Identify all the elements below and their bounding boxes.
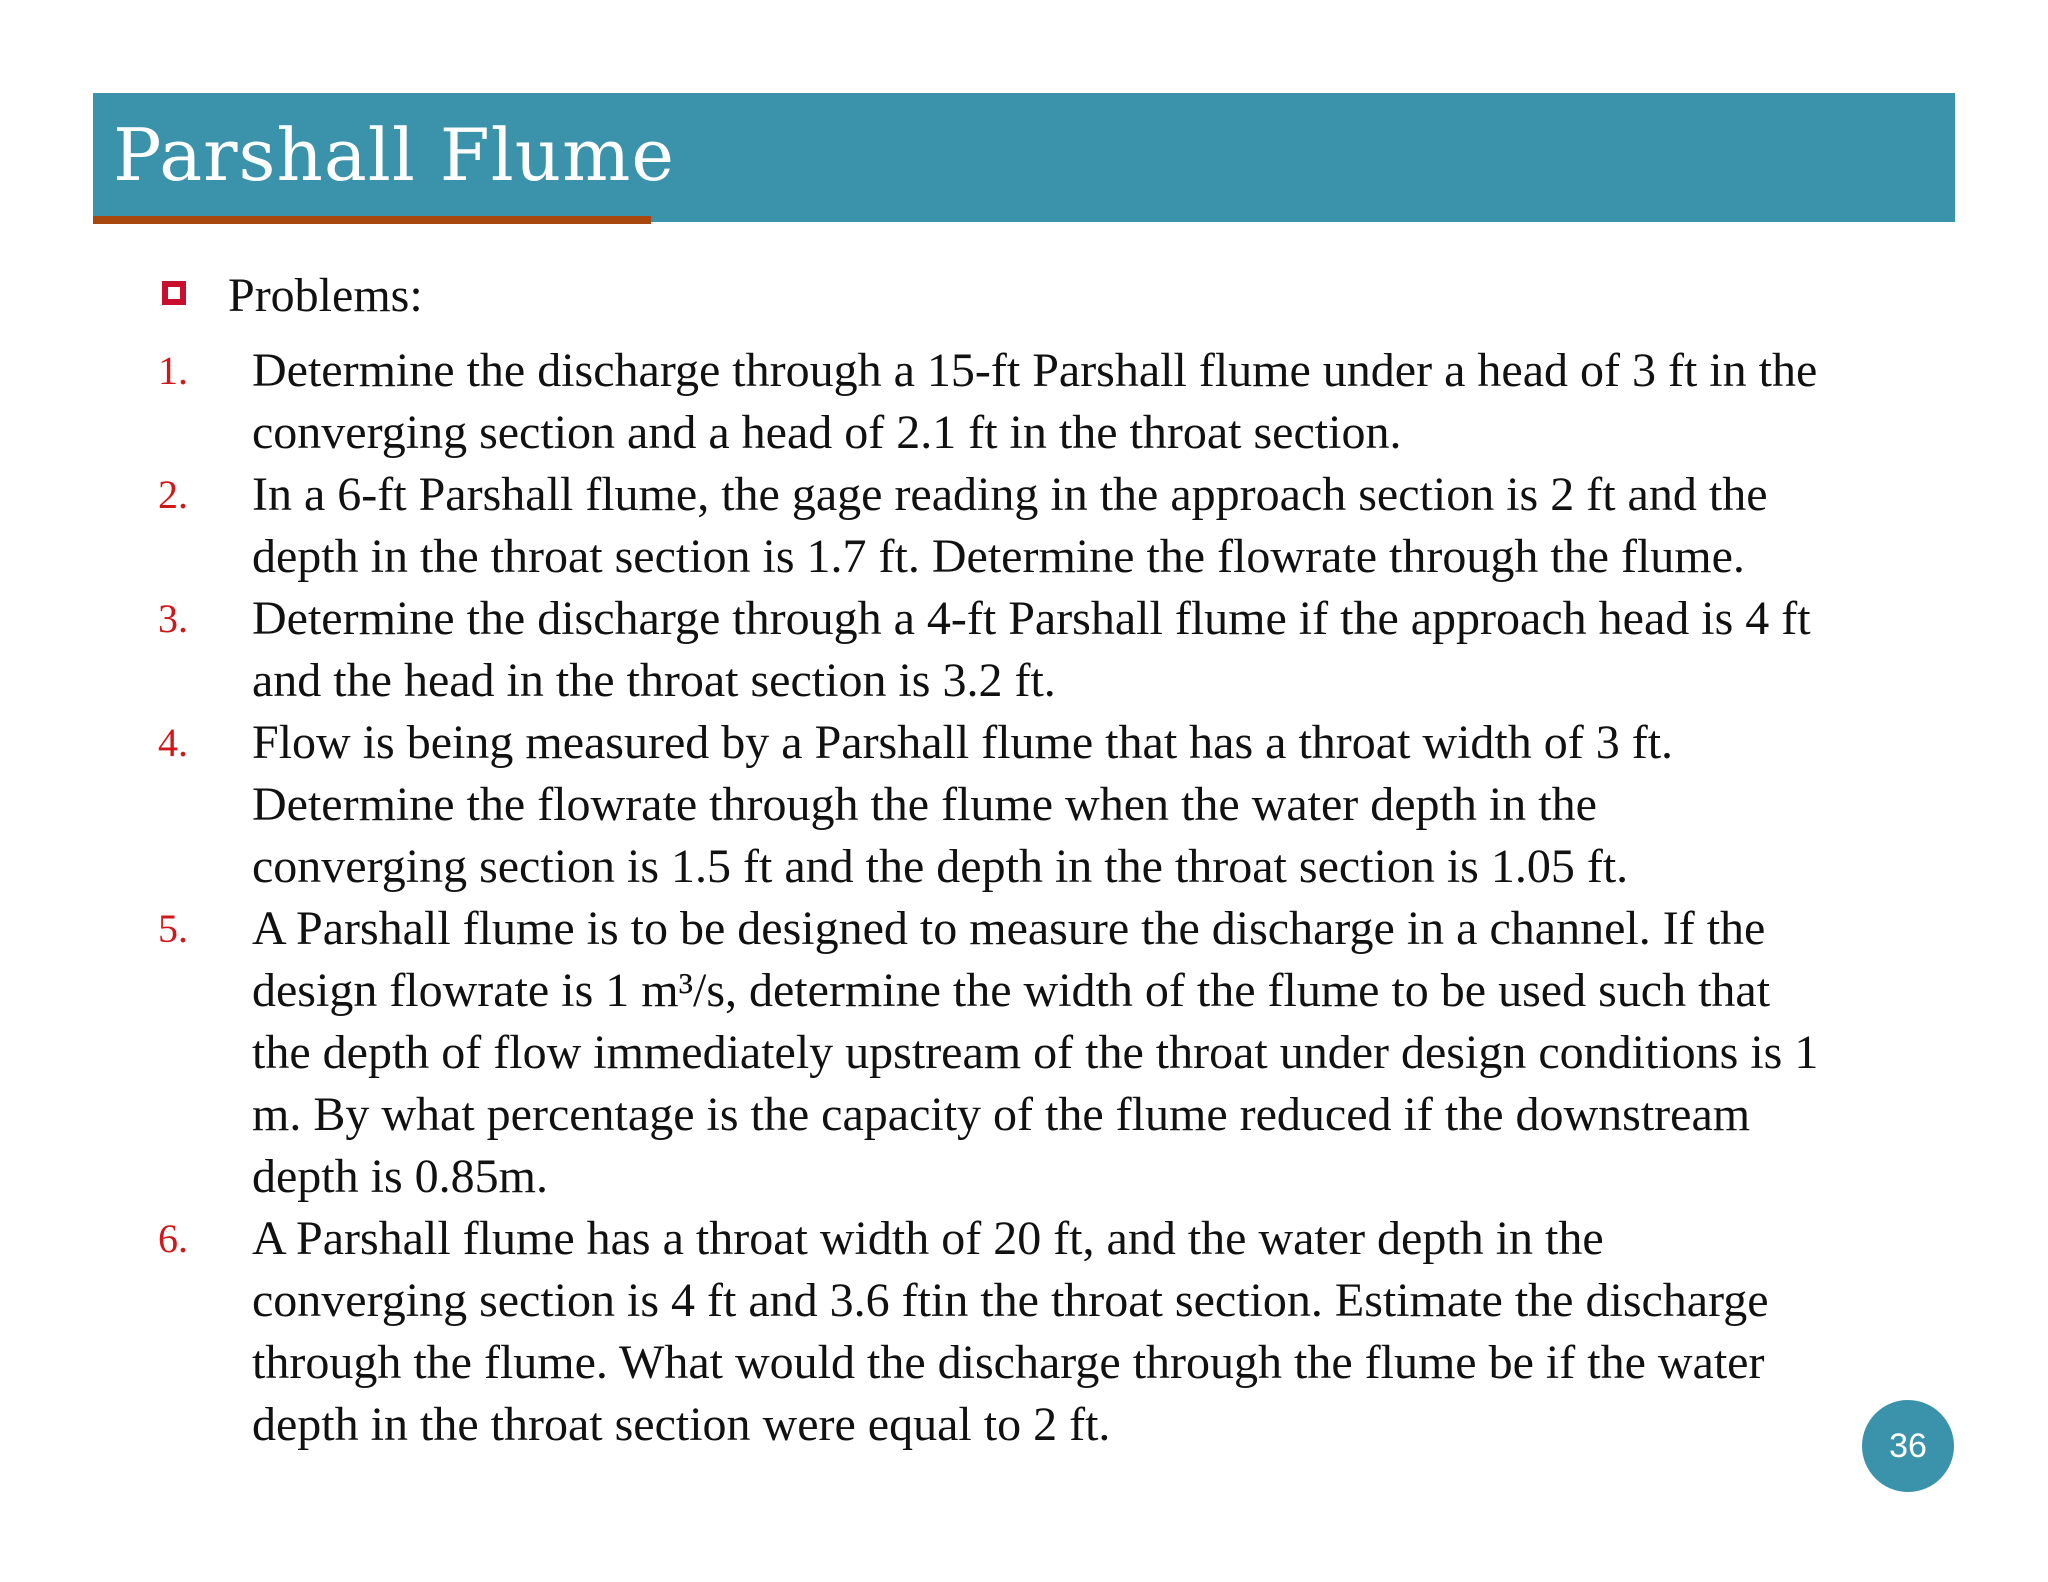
- problem-number: 5.: [158, 906, 188, 951]
- page-number-badge: 36: [1862, 1400, 1954, 1492]
- problem-line: A Parshall flume is to be designed to measure the discharge in a channel. If the: [252, 902, 1766, 955]
- problem-number: 1.: [158, 348, 188, 393]
- problem-text: [252, 898, 1952, 1208]
- problems-heading-text: Problems:: [228, 269, 423, 322]
- problem-text: [252, 464, 1952, 588]
- problem-line: and the head in the throat section is 3.2 ft.: [252, 654, 1056, 707]
- problem-line: m. By what percentage is the capacity of the flume reduced if the downstream: [252, 1088, 1751, 1141]
- problem-line: converging section is 1.5 ft and the depth in the throat section is 1.05 ft.: [252, 840, 1629, 893]
- problem-number: 2.: [158, 472, 188, 517]
- problem-text: [252, 1208, 1952, 1456]
- problem-text: [252, 588, 1952, 712]
- problem-line: In a 6-ft Parshall flume, the gage reading in the approach section is 2 ft and the: [252, 468, 1768, 521]
- problem-number: 3.: [158, 596, 188, 641]
- problem-text: [252, 340, 1952, 464]
- problem-number: 4.: [158, 720, 188, 765]
- problem-line: Determine the discharge through a 15-ft Parshall flume under a head of 3 ft in the: [252, 344, 1818, 397]
- checkbox-icon: [162, 281, 186, 305]
- problem-number: 6.: [158, 1216, 188, 1261]
- problem-line: through the flume. What would the discharge through the flume be if the water: [252, 1336, 1765, 1389]
- problem-line: Flow is being measured by a Parshall flume that has a throat width of 3 ft.: [252, 716, 1674, 769]
- problem-line: converging section and a head of 2.1 ft in the throat section.: [252, 406, 1402, 459]
- problem-line: converging section is 4 ft and 3.6 ftin the throat section. Estimate the discharge: [252, 1274, 1769, 1327]
- problem-line: Determine the flowrate through the flume when the water depth in the: [252, 778, 1597, 831]
- slide-title: Parshall Flume: [113, 113, 675, 197]
- problem-line: depth in the throat section is 1.7 ft. Determine the flowrate through the flume.: [252, 530, 1745, 583]
- problem-line: Determine the discharge through a 4-ft Parshall flume if the approach head is 4 ft: [252, 592, 1811, 645]
- problem-line: the depth of flow immediately upstream of the throat under design conditions is 1: [252, 1026, 1819, 1079]
- problem-text: [252, 712, 1952, 898]
- problem-line: depth is 0.85m.: [252, 1150, 548, 1203]
- problem-line: design flowrate is 1 m³/s, determine the width of the flume to be used such that: [252, 964, 1771, 1017]
- problem-line: A Parshall flume has a throat width of 20 ft, and the water depth in the: [252, 1212, 1604, 1265]
- problem-line: depth in the throat section were equal to 2 ft.: [252, 1398, 1111, 1451]
